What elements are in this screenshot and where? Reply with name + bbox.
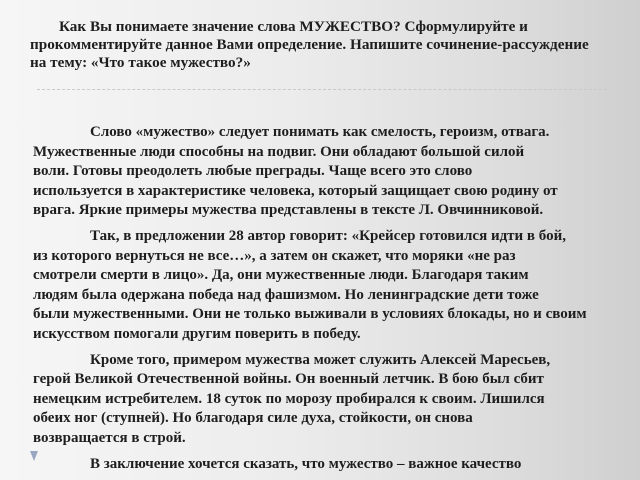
- essay-body: [33, 123, 605, 480]
- text-line: В заключение хочется сказать, что мужество – важное качество: [90, 455, 522, 472]
- paragraph-4: [33, 455, 605, 475]
- text-line: используется в характеристике человека, который защищает свою родину от: [33, 182, 558, 199]
- text-line: Мужественные люди способны на подвиг. Они обладают большой силой: [33, 143, 525, 160]
- text-line: немецким истребителем. 18 суток по морозу пробирался к своим. Лишился: [33, 390, 545, 407]
- text-line: обеих ног (ступней). Но благодаря силе духа, стойкости, он снова: [33, 410, 473, 426]
- text-line: были мужественными. Они не только выживали в условиях блокады, но и своим: [33, 306, 587, 322]
- text-line: людям была одержана победа над фашизмом. Но ленинградские дети тоже: [33, 286, 539, 303]
- text-line: из которого вернуться не все…», а затем он скажет, что моряки «не раз: [33, 247, 516, 264]
- triangle-down-icon: [30, 451, 38, 461]
- text-line: Слово «мужество» следует понимать как смелость, героизм, отвага.: [90, 124, 550, 140]
- paragraph-1: [33, 123, 605, 221]
- text-line: смотрели смерти в лицо». Да, они мужественные люди. Благодаря таким: [33, 267, 529, 283]
- text-line: Кроме того, примером мужества может служить Алексей Маресьев,: [90, 351, 551, 368]
- text-line: возвращается в строй.: [33, 429, 186, 446]
- slide-title: Как Вы понимаете значение слова МУЖЕСТВО? Сформулируйте и прокомментируйте данное Вами определение. Напишите сочинение-рассуждение на тему: «Что такое мужество?»: [30, 18, 589, 71]
- text-line: искусством помогали другим поверить в победу.: [33, 325, 361, 342]
- text-line: герой Великой Отечественной войны. Он военный летчик. В бою был сбит: [33, 371, 544, 387]
- text-line: Так, в предложении 28 автор говорит: «Крейсер готовился идти в бой,: [90, 228, 566, 244]
- paragraph-3: [33, 351, 605, 449]
- divider: [37, 89, 607, 90]
- text-line: воли. Готовы преодолеть любые преграды. Чаще всего это слово: [33, 163, 473, 179]
- paragraph-2: [33, 227, 605, 344]
- text-line: врага. Яркие примеры мужества представлены в тексте Л. Овчинниковой.: [33, 202, 544, 218]
